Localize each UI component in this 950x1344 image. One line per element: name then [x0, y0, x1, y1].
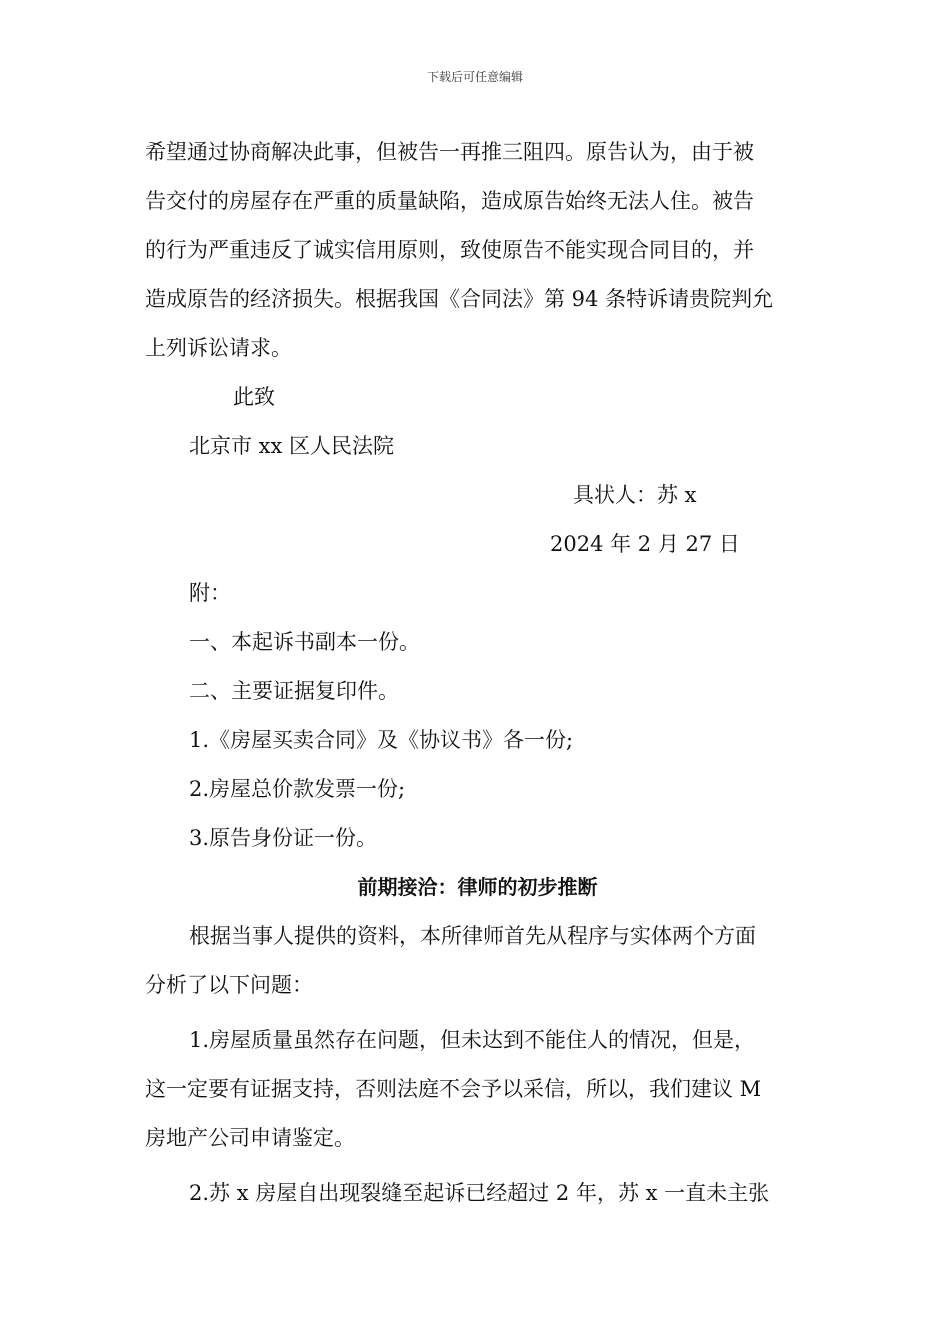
point-line: 1.房屋质量虽然存在问题，但未达到不能住人的情况，但是， [189, 1028, 756, 1052]
section-title: 前期接洽：律师的初步推断 [357, 875, 598, 899]
paragraph-line: 的行为严重违反了诚实信用原则，致使原告不能实现合同目的，并 [145, 238, 754, 262]
paragraph-line: 造成原告的经济损失。根据我国《合同法》第 94 条特诉请贵院判允 [145, 287, 774, 311]
attachment-item: 3.原告身份证一份。 [189, 826, 378, 850]
point-line: 房地产公司申请鉴定。 [145, 1126, 355, 1150]
header-note: 下载后可任意编辑 [426, 70, 523, 84]
paragraph-line: 希望通过协商解决此事，但被告一再推三阻四。原告认为，由于被 [145, 140, 754, 164]
signature-date: 2024 年 2 月 27 日 [550, 532, 740, 556]
point-line: 这一定要有证据支持，否则法庭不会予以采信，所以，我们建议 M [145, 1077, 762, 1101]
signer: 具状人：苏 x [573, 483, 697, 507]
salutation: 此致 [233, 385, 275, 409]
attachment-item: 1.《房屋买卖合同》及《协议书》各一份; [189, 728, 574, 752]
attachment-item: 二、主要证据复印件。 [189, 679, 399, 703]
intro-line: 根据当事人提供的资料，本所律师首先从程序与实体两个方面 [189, 924, 756, 948]
paragraph-line: 上列诉讼请求。 [145, 336, 292, 360]
document-body [145, 128, 810, 1218]
point-line: 2.苏 x 房屋自出现裂缝至起诉已经超过 2 年，苏 x 一直未主张 [189, 1181, 770, 1205]
court-name: 北京市 xx 区人民法院 [189, 434, 395, 458]
attachment-item: 一、本起诉书副本一份。 [189, 630, 420, 654]
attachment-item: 2.房屋总价款发票一份; [189, 777, 406, 801]
intro-line: 分析了以下问题： [145, 973, 313, 997]
attachments-heading: 附： [189, 581, 231, 605]
paragraph-line: 告交付的房屋存在严重的质量缺陷，造成原告始终无法人住。被告 [145, 189, 754, 213]
